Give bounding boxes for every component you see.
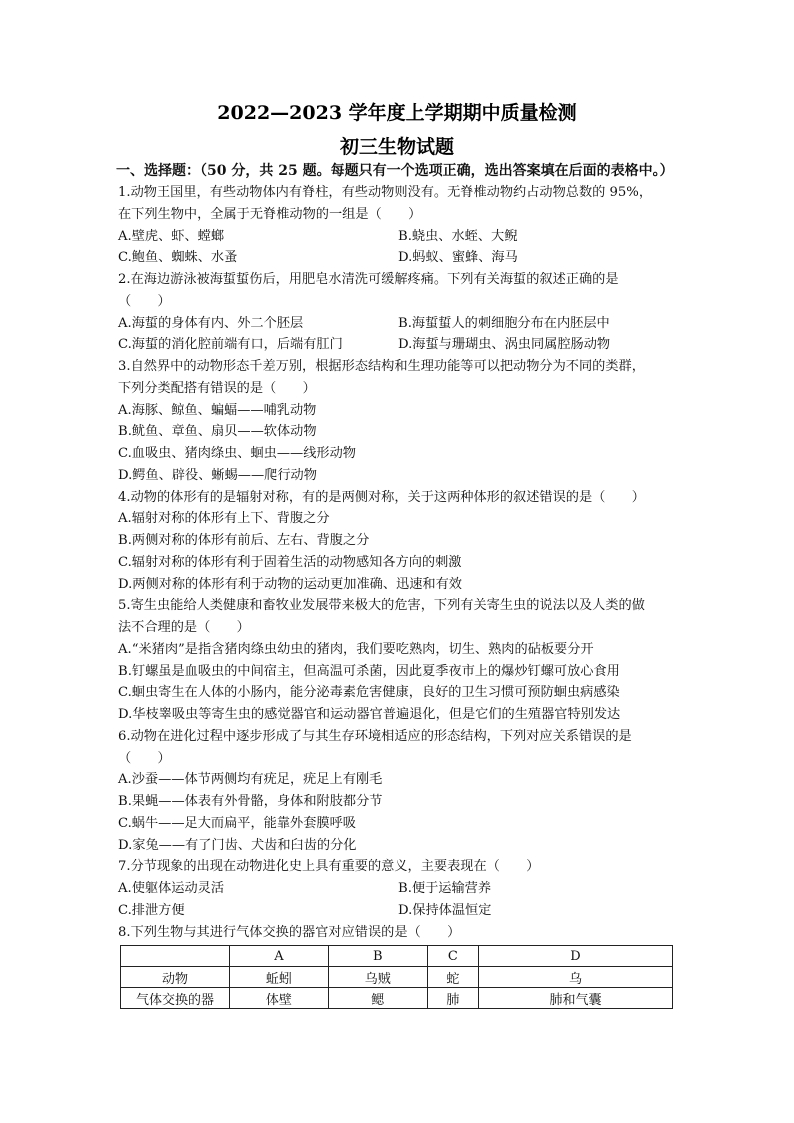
question-stem: （ ） [118,750,171,766]
option-b: B.蛲虫、水蛭、大鲵 [398,228,518,244]
option-c: C.辐射对称的体形有利于固着生活的动物感知各方向的刺激 [118,554,462,570]
table-cell: 肺 [427,988,478,1009]
option-b: B.两侧对称的体形有前后、左右、背腹之分 [118,533,370,548]
option-d: D.蚂蚁、蜜蜂、海马 [398,250,518,266]
option-a: A.海蜇的身体有内、外二个胚层 [118,315,304,331]
gas-exchange-table [120,945,673,1009]
exam-title: 2022—2023 学年度上学期期中质量检测 [217,102,577,124]
table-cell: B [328,946,427,967]
option-b: B.便于运输营养 [398,881,492,896]
question-stem: 8.下列生物与其进行气体交换的器官对应错误的是（ ） [118,924,461,940]
table-cell: A [230,946,329,967]
question-6 [118,726,678,857]
question-stem: 4.动物的体形有的是辐射对称，有的是两侧对称，关于这两种体形的叙述错误的是（ ） [118,489,645,505]
option-b: B.果蝇——体表有外骨骼，身体和附肢都分节 [118,794,383,809]
option-d: D.鳄鱼、辟役、蜥蜴——爬行动物 [118,467,317,483]
table-cell: 气体交换的器 [121,988,230,1009]
option-c: C.排泄方便 [118,902,185,918]
option-d: D.两侧对称的体形有利于动物的运动更加准确、迅速和有效 [118,576,462,592]
table-header-row [121,946,673,967]
option-row [118,878,678,900]
table-cell: 鳃 [328,988,427,1009]
question-5 [118,595,678,726]
question-stem: （ ） [118,293,171,309]
option-b: B.钉螺虽是血吸虫的中间宿主，但高温可杀菌，因此夏季夜市上的爆炒钉螺可放心食用 [118,663,620,679]
option-c: C.蛔虫寄生在人体的小肠内，能分泌毒素危害健康，良好的卫生习惯可预防蛔虫病感染 [118,685,620,701]
option-a: A.壁虎、虾、螳螂 [118,228,225,244]
option-c: C.海蜇的消化腔前端有口，后端有肛门 [118,337,343,353]
table-cell: C [427,946,478,967]
option-row [118,334,678,356]
table-cell: 蛇 [427,967,478,988]
option-row [118,226,678,248]
table-cell: 乌 [478,967,672,988]
option-a: A.海豚、鲸鱼、蝙蝠——哺乳动物 [118,402,317,418]
option-b: B.鱿鱼、章鱼、扇贝——软体动物 [118,424,317,440]
question-1 [118,182,678,269]
table-cell: 体壁 [230,988,329,1009]
option-d: D.海蜇与珊瑚虫、涡虫同属腔肠动物 [398,337,611,353]
option-a: A.“米猪肉”是指含猪肉绦虫幼虫的猪肉，我们要吃熟肉，切生、熟肉的砧板要分开 [118,641,594,657]
question-stem: 7.分节现象的出现在动物进化史上具有重要的意义，主要表现在（ ） [118,859,540,875]
table-cell: 肺和气囊 [478,988,672,1009]
option-d: D.华枝睾吸虫等寄生虫的感觉器官和运动器官普遍退化，但是它们的生殖器官特别发达 [118,707,621,722]
question-stem: 1.动物王国里，有些动物体内有脊柱，有些动物则没有。无脊椎动物约占动物总数的 95%， [118,185,653,200]
option-row [118,900,678,922]
table-cell: 乌贼 [328,967,427,988]
question-stem: 3.自然界中的动物形态千差万别，根据形态结构和生理功能等可以把动物分为不同的类群， [118,359,645,374]
option-a: A.使躯体运动灵活 [118,881,225,896]
question-2 [118,269,678,356]
table-row [121,988,673,1009]
question-8 [118,922,678,944]
option-c: C.鲍鱼、蜘蛛、水蚤 [118,250,238,266]
table-cell [121,946,230,967]
question-content [118,160,678,943]
option-b: B.海蜇蜇人的刺细胞分布在内胚层中 [398,315,610,331]
option-c: C.血吸虫、猪肉绦虫、蛔虫——线形动物 [118,446,356,461]
question-stem: 在下列生物中，全属于无脊椎动物的一组是（ ） [118,206,422,222]
option-d: D.家兔——有了门齿、犬齿和臼齿的分化 [118,837,357,853]
table-row [121,967,673,988]
option-row [118,247,678,269]
option-d: D.保持体温恒定 [398,902,492,918]
option-a: A.辐射对称的体形有上下、背腹之分 [118,511,330,527]
question-stem: 2.在海边游泳被海蜇蜇伤后，用肥皂水清洗可缓解疼痛。下列有关海蜇的叙述正确的是 [118,272,619,287]
question-7 [118,856,678,921]
table-cell: 动物 [121,967,230,988]
question-stem: 6.动物在进化过程中逐步形成了与其生存环境相适应的形态结构，下列对应关系错误的是 [118,728,632,744]
option-row [118,313,678,335]
question-4 [118,487,678,596]
question-stem: 下列分类配搭有错误的是（ ） [118,380,316,396]
table-cell: 蚯蚓 [230,967,329,988]
section-heading: 一、选择题：（50 分，共 25 题。每题只有一个选项正确，选出答案填在后面的表格中。） [116,163,674,179]
table-cell: D [478,946,672,967]
exam-subtitle: 初三生物试题 [339,136,454,158]
option-c: C.蜗牛——足大而扁平，能靠外套膜呼吸 [118,815,356,831]
question-stem: 法不合理的是（ ） [118,620,250,635]
question-stem: 5.寄生虫能给人类健康和畜牧业发展带来极大的危害，下列有关寄生虫的说法以及人类的做 [118,598,645,614]
question-3 [118,356,678,487]
option-a: A.沙蚕——体节两侧均有疣足，疣足上有刚毛 [118,772,383,788]
